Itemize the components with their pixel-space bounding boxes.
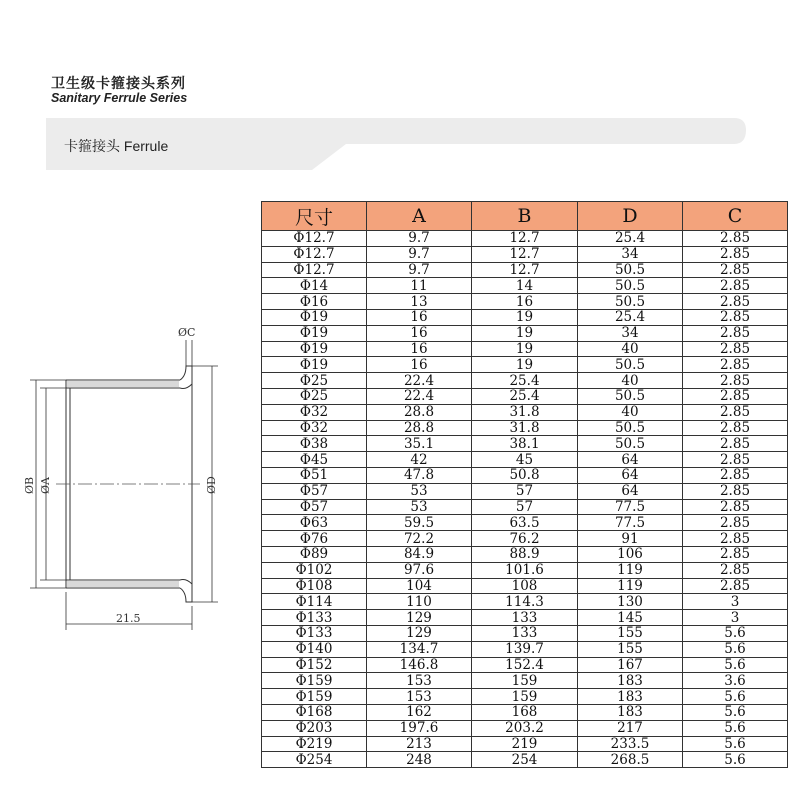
cell-a: 153	[367, 689, 472, 705]
cell-size: Φ12.7	[262, 262, 367, 278]
cell-c: 2.85	[683, 483, 788, 499]
cell-a: 129	[367, 610, 472, 626]
cell-size: Φ159	[262, 673, 367, 689]
cell-b: 45	[472, 452, 578, 468]
cell-d: 64	[578, 452, 683, 468]
dim-length-label: 21.5	[116, 612, 141, 625]
ferrule-drawing	[0, 310, 260, 640]
table-row	[262, 673, 788, 689]
cell-size: Φ12.7	[262, 246, 367, 262]
cell-c: 2.85	[683, 388, 788, 404]
cell-c: 2.85	[683, 436, 788, 452]
cell-a: 59.5	[367, 515, 472, 531]
cell-d: 25.4	[578, 231, 683, 247]
cell-d: 130	[578, 594, 683, 610]
cell-size: Φ219	[262, 736, 367, 752]
col-header-a: A	[367, 202, 472, 231]
table-row	[262, 657, 788, 673]
cell-d: 50.5	[578, 294, 683, 310]
cell-c: 5.6	[683, 641, 788, 657]
table-row	[262, 531, 788, 547]
cell-b: 50.8	[472, 467, 578, 483]
cell-b: 152.4	[472, 657, 578, 673]
cell-d: 64	[578, 467, 683, 483]
table-row	[262, 294, 788, 310]
cell-a: 146.8	[367, 657, 472, 673]
cell-b: 14	[472, 278, 578, 294]
cell-size: Φ32	[262, 420, 367, 436]
cell-c: 5.6	[683, 720, 788, 736]
cell-d: 155	[578, 641, 683, 657]
cell-a: 22.4	[367, 373, 472, 389]
cell-b: 12.7	[472, 262, 578, 278]
cell-c: 2.85	[683, 325, 788, 341]
cell-b: 203.2	[472, 720, 578, 736]
cell-size: Φ19	[262, 341, 367, 357]
table-body	[262, 231, 788, 768]
cell-size: Φ57	[262, 483, 367, 499]
table-row	[262, 325, 788, 341]
table-row	[262, 562, 788, 578]
cell-a: 129	[367, 625, 472, 641]
table-row	[262, 278, 788, 294]
cell-size: Φ114	[262, 594, 367, 610]
col-header-d: D	[578, 202, 683, 231]
cell-a: 9.7	[367, 231, 472, 247]
cell-b: 57	[472, 483, 578, 499]
cell-size: Φ89	[262, 546, 367, 562]
cell-c: 2.85	[683, 246, 788, 262]
table-row	[262, 578, 788, 594]
cell-b: 76.2	[472, 531, 578, 547]
cell-a: 53	[367, 483, 472, 499]
cell-b: 12.7	[472, 246, 578, 262]
cell-c: 3.6	[683, 673, 788, 689]
cell-a: 28.8	[367, 404, 472, 420]
cell-a: 134.7	[367, 641, 472, 657]
cell-c: 3	[683, 594, 788, 610]
table-row	[262, 610, 788, 626]
cell-c: 2.85	[683, 515, 788, 531]
cell-size: Φ152	[262, 657, 367, 673]
cell-b: 133	[472, 625, 578, 641]
cell-size: Φ159	[262, 689, 367, 705]
cell-d: 34	[578, 246, 683, 262]
cell-b: 114.3	[472, 594, 578, 610]
cell-c: 5.6	[683, 625, 788, 641]
table-header-row	[262, 202, 788, 231]
cell-d: 40	[578, 341, 683, 357]
table-row	[262, 341, 788, 357]
cell-b: 19	[472, 341, 578, 357]
cell-d: 64	[578, 483, 683, 499]
table-row	[262, 436, 788, 452]
cell-a: 97.6	[367, 562, 472, 578]
col-header-b: B	[472, 202, 578, 231]
cell-a: 16	[367, 309, 472, 325]
cell-size: Φ19	[262, 325, 367, 341]
cell-a: 197.6	[367, 720, 472, 736]
table-row	[262, 689, 788, 705]
cell-a: 16	[367, 325, 472, 341]
cell-a: 162	[367, 704, 472, 720]
table-row	[262, 546, 788, 562]
cell-d: 34	[578, 325, 683, 341]
table-row	[262, 736, 788, 752]
cell-size: Φ108	[262, 578, 367, 594]
cell-c: 2.85	[683, 357, 788, 373]
cell-c: 3	[683, 610, 788, 626]
cell-c: 2.85	[683, 278, 788, 294]
cell-a: 248	[367, 752, 472, 768]
cell-d: 50.5	[578, 388, 683, 404]
table-row	[262, 231, 788, 247]
cell-a: 28.8	[367, 420, 472, 436]
cell-a: 104	[367, 578, 472, 594]
cell-size: Φ25	[262, 388, 367, 404]
cell-b: 254	[472, 752, 578, 768]
cell-c: 5.6	[683, 689, 788, 705]
cell-c: 2.85	[683, 404, 788, 420]
cell-b: 31.8	[472, 404, 578, 420]
cell-c: 2.85	[683, 546, 788, 562]
cell-c: 2.85	[683, 231, 788, 247]
cell-a: 13	[367, 294, 472, 310]
cell-size: Φ102	[262, 562, 367, 578]
cell-b: 139.7	[472, 641, 578, 657]
cell-a: 110	[367, 594, 472, 610]
table-row	[262, 357, 788, 373]
cell-c: 2.85	[683, 420, 788, 436]
dim-d-label: ØD	[205, 476, 218, 494]
cell-a: 22.4	[367, 388, 472, 404]
cell-c: 2.85	[683, 499, 788, 515]
cell-c: 2.85	[683, 373, 788, 389]
cell-c: 2.85	[683, 578, 788, 594]
table-row	[262, 625, 788, 641]
cell-d: 50.5	[578, 436, 683, 452]
cell-size: Φ12.7	[262, 231, 367, 247]
cell-d: 50.5	[578, 262, 683, 278]
cell-d: 119	[578, 562, 683, 578]
series-title-en: Sanitary Ferrule Series	[51, 91, 188, 105]
cell-size: Φ14	[262, 278, 367, 294]
cell-d: 217	[578, 720, 683, 736]
cell-b: 19	[472, 357, 578, 373]
cell-c: 2.85	[683, 452, 788, 468]
cell-c: 2.85	[683, 294, 788, 310]
cell-size: Φ63	[262, 515, 367, 531]
cell-b: 63.5	[472, 515, 578, 531]
cell-b: 19	[472, 309, 578, 325]
cell-d: 50.5	[578, 357, 683, 373]
cell-c: 2.85	[683, 562, 788, 578]
cell-a: 53	[367, 499, 472, 515]
table-row	[262, 594, 788, 610]
cell-d: 40	[578, 373, 683, 389]
cell-a: 35.1	[367, 436, 472, 452]
cell-c: 2.85	[683, 262, 788, 278]
cell-c: 2.85	[683, 531, 788, 547]
cell-size: Φ51	[262, 467, 367, 483]
cell-c: 5.6	[683, 657, 788, 673]
cell-d: 268.5	[578, 752, 683, 768]
cell-a: 11	[367, 278, 472, 294]
cell-size: Φ19	[262, 309, 367, 325]
cell-b: 19	[472, 325, 578, 341]
cell-b: 88.9	[472, 546, 578, 562]
cell-size: Φ254	[262, 752, 367, 768]
table-row	[262, 404, 788, 420]
cell-b: 219	[472, 736, 578, 752]
cell-b: 12.7	[472, 231, 578, 247]
table-row	[262, 752, 788, 768]
cell-b: 25.4	[472, 373, 578, 389]
cell-b: 25.4	[472, 388, 578, 404]
cell-d: 77.5	[578, 499, 683, 515]
cell-d: 155	[578, 625, 683, 641]
cell-a: 16	[367, 357, 472, 373]
cell-size: Φ168	[262, 704, 367, 720]
section-banner-label: 卡箍接头 Ferrule	[64, 138, 169, 154]
cell-size: Φ45	[262, 452, 367, 468]
cell-d: 119	[578, 578, 683, 594]
cell-size: Φ32	[262, 404, 367, 420]
table-row	[262, 515, 788, 531]
table-row	[262, 420, 788, 436]
cell-d: 183	[578, 704, 683, 720]
cell-d: 50.5	[578, 420, 683, 436]
cell-c: 5.6	[683, 704, 788, 720]
dim-b-label: ØB	[23, 476, 36, 494]
cell-d: 167	[578, 657, 683, 673]
cell-a: 153	[367, 673, 472, 689]
cell-a: 42	[367, 452, 472, 468]
table-row	[262, 704, 788, 720]
cell-c: 5.6	[683, 752, 788, 768]
table-row	[262, 452, 788, 468]
cell-b: 57	[472, 499, 578, 515]
table-row	[262, 388, 788, 404]
cell-d: 233.5	[578, 736, 683, 752]
cell-b: 108	[472, 578, 578, 594]
cell-a: 9.7	[367, 262, 472, 278]
cell-a: 16	[367, 341, 472, 357]
cell-size: Φ203	[262, 720, 367, 736]
cell-size: Φ133	[262, 610, 367, 626]
cell-b: 31.8	[472, 420, 578, 436]
dim-c-label: ØC	[178, 326, 196, 339]
cell-a: 213	[367, 736, 472, 752]
cell-b: 38.1	[472, 436, 578, 452]
table-row	[262, 309, 788, 325]
cell-d: 40	[578, 404, 683, 420]
table-row	[262, 499, 788, 515]
table-row	[262, 262, 788, 278]
cell-d: 77.5	[578, 515, 683, 531]
ferrule-spec-table	[261, 201, 788, 768]
cell-c: 2.85	[683, 309, 788, 325]
cell-d: 91	[578, 531, 683, 547]
cell-b: 16	[472, 294, 578, 310]
cell-d: 50.5	[578, 278, 683, 294]
cell-size: Φ57	[262, 499, 367, 515]
cell-size: Φ76	[262, 531, 367, 547]
cell-d: 25.4	[578, 309, 683, 325]
cell-a: 84.9	[367, 546, 472, 562]
cell-size: Φ25	[262, 373, 367, 389]
table-row	[262, 373, 788, 389]
col-header-size: 尺寸	[262, 202, 367, 231]
cell-b: 168	[472, 704, 578, 720]
col-header-c: C	[683, 202, 788, 231]
table-row	[262, 467, 788, 483]
cell-size: Φ38	[262, 436, 367, 452]
cell-a: 47.8	[367, 467, 472, 483]
cell-size: Φ19	[262, 357, 367, 373]
cell-size: Φ133	[262, 625, 367, 641]
cell-d: 145	[578, 610, 683, 626]
cell-b: 159	[472, 673, 578, 689]
cell-c: 2.85	[683, 341, 788, 357]
table-row	[262, 720, 788, 736]
cell-c: 5.6	[683, 736, 788, 752]
cell-a: 9.7	[367, 246, 472, 262]
cell-d: 183	[578, 689, 683, 705]
cell-d: 106	[578, 546, 683, 562]
cell-size: Φ16	[262, 294, 367, 310]
cell-b: 159	[472, 689, 578, 705]
dim-a-label: ØA	[39, 477, 52, 494]
table-row	[262, 641, 788, 657]
cell-c: 2.85	[683, 467, 788, 483]
table-row	[262, 483, 788, 499]
cell-b: 101.6	[472, 562, 578, 578]
series-title-cn: 卫生级卡箍接头系列	[51, 76, 186, 92]
cell-a: 72.2	[367, 531, 472, 547]
cell-size: Φ140	[262, 641, 367, 657]
cell-d: 183	[578, 673, 683, 689]
cell-b: 133	[472, 610, 578, 626]
table-row	[262, 246, 788, 262]
